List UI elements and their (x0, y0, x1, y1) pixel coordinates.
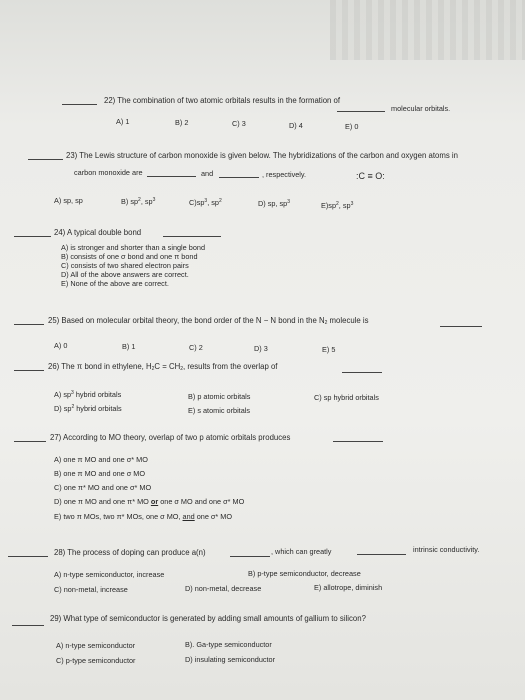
answer-blank-23[interactable] (28, 159, 63, 160)
option-24-c[interactable]: C) consists of two shared electron pairs (61, 261, 189, 270)
bleed-through-shadow (330, 0, 525, 60)
question-23: 23) The Lewis structure of carbon monoxide is given below. The hybridizations of the carbon and oxygen atoms in (66, 151, 458, 160)
option-27-d[interactable]: D) one π MO and one π* MO or one σ MO and one σ* MO (54, 497, 245, 506)
fill-blank-23b[interactable] (219, 177, 259, 178)
question-28-mid: , which can greatly (271, 547, 332, 556)
question-28-tail: intrinsic conductivity. (413, 545, 480, 554)
option-25-a[interactable]: A) 0 (54, 341, 68, 350)
answer-blank-28[interactable] (8, 556, 48, 557)
option-24-b[interactable]: B) consists of one σ bond and one π bond (61, 252, 198, 261)
option-25-c[interactable]: C) 2 (189, 343, 203, 352)
option-26-a[interactable]: A) $sp^3$ hybrid orbitals (54, 390, 122, 399)
fill-blank-27[interactable] (333, 441, 383, 442)
option-24-e[interactable]: E) None of the above are correct. (61, 279, 169, 288)
option-22-a[interactable]: A) 1 (116, 117, 130, 126)
question-23-respectively: , respectively. (262, 170, 307, 179)
option-26-e[interactable]: E) s atomic orbitals (188, 406, 251, 415)
fill-blank-28b[interactable] (357, 554, 406, 555)
answer-blank-24[interactable] (14, 236, 51, 237)
question-23-and: and (201, 169, 214, 178)
question-24: 24) A typical double bond (54, 228, 142, 237)
question-22: 22) The combination of two atomic orbitals results in the formation of (104, 96, 341, 105)
fill-blank-24[interactable] (163, 236, 221, 237)
fill-blank-28a[interactable] (230, 556, 270, 557)
option-28-b[interactable]: B) p-type semiconductor, decrease (248, 569, 361, 578)
option-26-c[interactable]: C) sp hybrid orbitals (314, 393, 379, 402)
option-22-b[interactable]: B) 2 (175, 118, 189, 127)
option-25-e[interactable]: E) 5 (322, 345, 336, 354)
answer-blank-22[interactable] (62, 104, 97, 105)
question-28: 28) The process of doping can produce a(n) (54, 548, 206, 557)
question-25: 25) Based on molecular orbital theory, the bond order of the N − N bond in the $N_2$ molecule is (48, 316, 369, 326)
option-23-b[interactable]: B) $sp^2$, $sp^3$ (121, 197, 156, 206)
answer-blank-25[interactable] (14, 324, 44, 325)
option-29-a[interactable]: A) n-type semiconductor (56, 641, 136, 650)
fill-blank-25[interactable] (440, 326, 482, 327)
question-26: 26) The π bond in ethylene, $H_2C = CH_2$, results from the overlap of (48, 362, 278, 372)
option-23-a[interactable]: A) sp, sp (54, 196, 83, 205)
question-23-line2: carbon monoxide are (74, 168, 143, 177)
option-23-c[interactable]: $C)sp^3$, $sp^2$ (189, 198, 222, 207)
option-29-d[interactable]: D) insulating semiconductor (185, 655, 276, 664)
option-27-e[interactable]: E) two π MOs, two π* MOs, one σ MO, and one σ* MO (54, 512, 233, 521)
option-27-c[interactable]: C) one π* MO and one σ* MO (54, 483, 152, 492)
option-24-a[interactable]: A) is stronger and shorter than a single bond (61, 243, 205, 252)
option-28-d[interactable]: D) non-metal, decrease (185, 584, 262, 593)
question-22-tail: molecular orbitals. (391, 104, 451, 113)
option-24-d[interactable]: D) All of the above answers are correct. (61, 270, 189, 279)
option-27-b[interactable]: B) one π MO and one σ MO (54, 469, 146, 478)
option-22-c[interactable]: C) 3 (232, 119, 246, 128)
lewis-structure-co: :C ≡ O: (356, 171, 385, 181)
option-25-d[interactable]: D) 3 (254, 344, 268, 353)
option-22-e[interactable]: E) 0 (345, 122, 359, 131)
answer-blank-26[interactable] (14, 370, 44, 371)
option-28-e[interactable]: E) allotrope, diminish (314, 583, 383, 592)
option-25-b[interactable]: B) 1 (122, 342, 136, 351)
option-23-e[interactable]: $E)sp^2$, $sp^3$ (321, 201, 354, 210)
option-29-b[interactable]: B). Ga-type semiconductor (185, 640, 272, 649)
answer-blank-29[interactable] (12, 625, 44, 626)
option-26-b[interactable]: B) p atomic orbitals (188, 392, 251, 401)
option-22-d[interactable]: D) 4 (289, 121, 303, 130)
question-29: 29) What type of semiconductor is generated by adding small amounts of gallium to silicon? (50, 614, 366, 623)
option-28-c[interactable]: C) non-metal, increase (54, 585, 128, 594)
fill-blank-23a[interactable] (147, 176, 196, 177)
answer-blank-27[interactable] (14, 441, 46, 442)
question-27: 27) According to MO theory, overlap of two p atomic orbitals produces (50, 433, 291, 442)
option-29-c[interactable]: C) p-type semiconductor (56, 656, 136, 665)
option-26-d[interactable]: D) $sp^2$ hybrid orbitals (54, 404, 122, 413)
option-23-d[interactable]: D) sp, $sp^3$ (258, 199, 290, 208)
option-28-a[interactable]: A) n-type semiconductor, increase (54, 570, 165, 579)
fill-blank-22[interactable] (337, 111, 385, 112)
fill-blank-26[interactable] (342, 372, 382, 373)
option-27-a[interactable]: A) one π MO and one σ* MO (54, 455, 148, 464)
